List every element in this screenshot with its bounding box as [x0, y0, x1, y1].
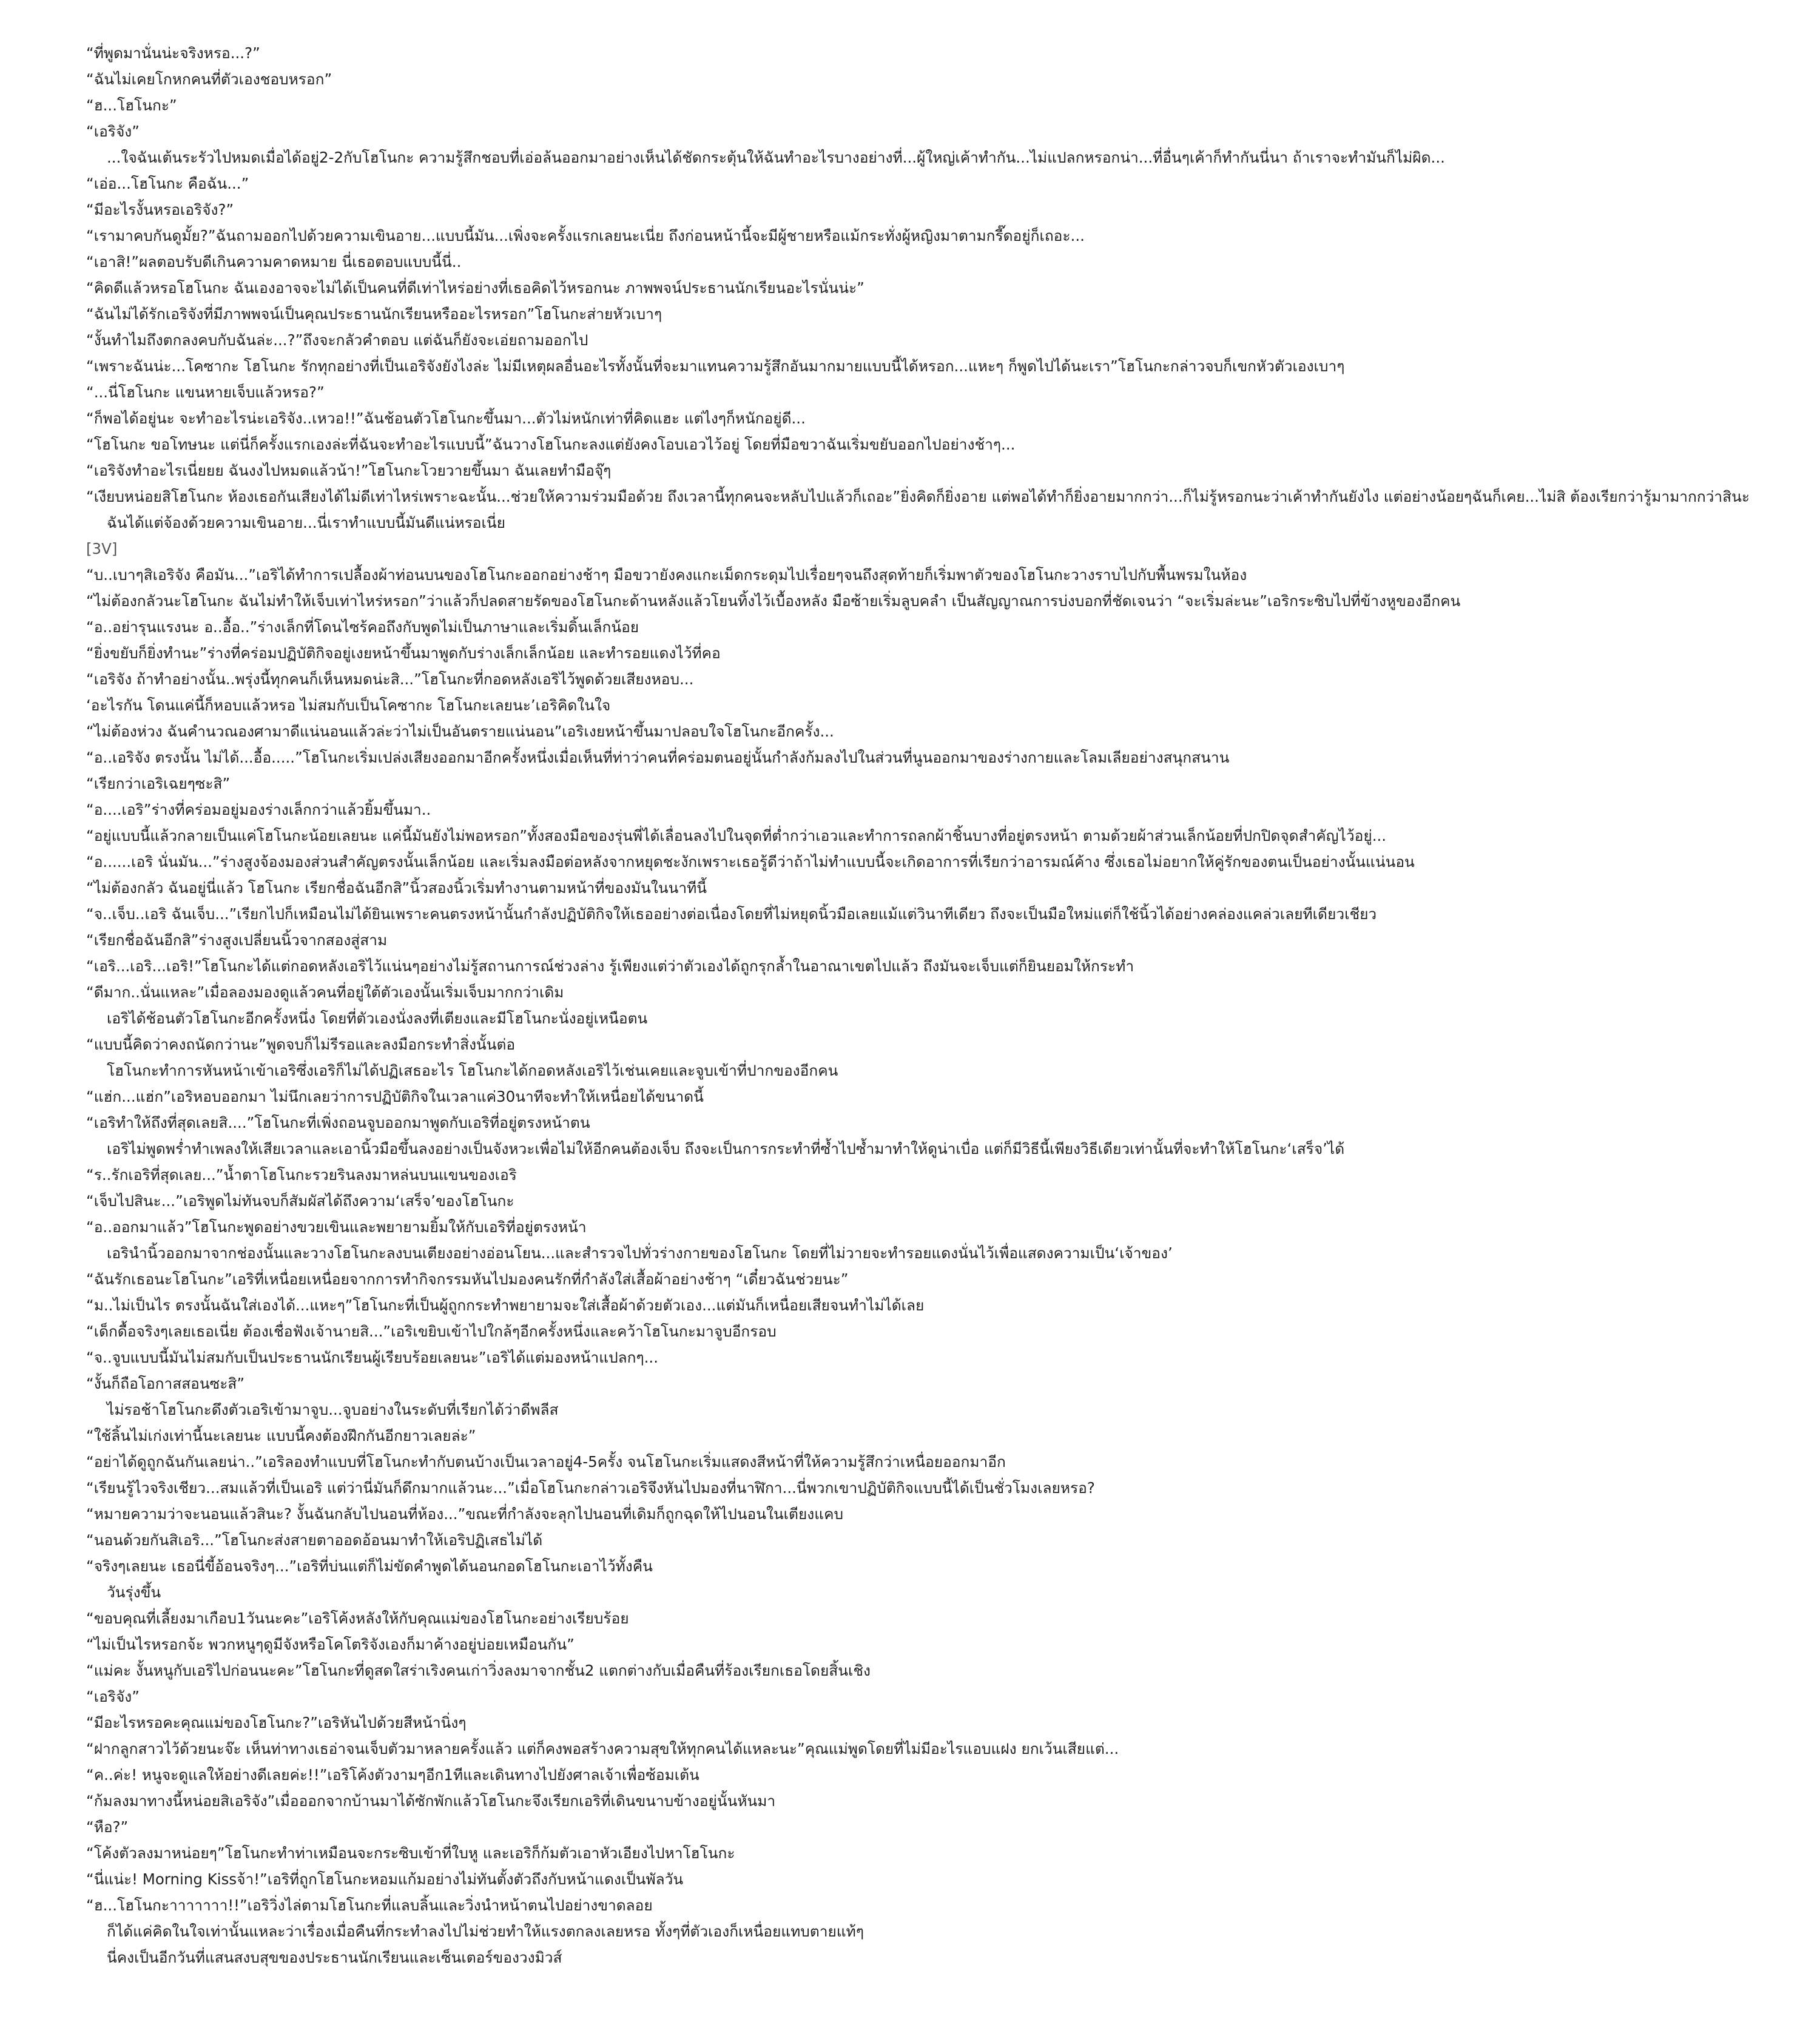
- story-line: “เจ็บไปสินะ...”เอริพูดไม่ทันจบก็สัมผัสได้ถึงความ‘เสร็จ’ของโฮโนกะ: [86, 1192, 514, 1210]
- story-line: “หือ?”: [86, 1818, 129, 1836]
- story-line: “โฮโนกะ ขอโทษนะ แต่นี่ก็ครั้งแรกเองล่ะที่ฉันจะทำอะไรแบบนี้”ฉันวางโฮโนกะลงแต่ยังคงโอบเอวไว้อยู่ โดยที่มือขวาฉันเริ่มขยับออกไปอย่างช้าๆ...: [86, 436, 1016, 453]
- story-line: โฮโนกะทำการหันหน้าเข้าเอริซึ่งเอริก็ไม่ได้ปฏิเสธอะไร โฮโนกะได้กอดหลังเอริไว้เช่นเคยและจูบเข้าที่ปากของอีกคน: [107, 1062, 838, 1079]
- story-line: “ไม่เป็นไรหรอกจ้ะ พวกหนูๆดูมีจังหรือโคโตริจังเองก็มาค้างอยู่บ่อยเหมือนกัน”: [86, 1636, 575, 1653]
- story-line: วันรุ่งขึ้น: [107, 1583, 161, 1601]
- story-line: “อ..เอริจัง ตรงนั้น ไม่ได้...อื้อ.....”โฮโนกะเริ่มเปล่งเสียงออกมาอีกครั้งหนึ่งเมื่อเห็นที่ท่าว่าคนที่คร่อมตนอยู่นั้นกำลังก้มลงไปในส่วนที่นูนออกมาของร่างกายและโลมเลียอย่างสนุกสนาน: [86, 749, 1230, 766]
- story-line: “อ......เอริ นั่นมัน...”ร่างสูงจ้องมองส่วนสำคัญตรงนั้นเล็กน้อย และเริ่มลงมือต่อหลังจากหยุดชะงักเพราะเธอรู้ดีว่าถ้าไม่ทำแบบนี้จะเกิดอาการที่เรียกว่าอารมณ์ค้าง ซึ่งเธอไม่อยากให้คู่รักของตนเป็นอย่างนั้นแน่นอน: [86, 853, 1415, 871]
- story-line: “แฮ่ก...แฮ่ก”เอริหอบออกมา ไม่นึกเลยว่าการปฏิบัติกิจในเวลาแค่30นาทีจะทำให้เหนื่อยได้ขนาดนี้: [86, 1088, 704, 1105]
- story-line: “เรียนรู้ไวจริงเชียว...สมแล้วที่เป็นเอริ แต่ว่านี่มันก็ดึกมากแล้วนะ...”เมื่อโฮโนกะกล่าวเอริจึงหันไปมองที่นาฬิกา...นี่พวกเขาปฏิบัติกิจแบบนี้ได้เป็นชั่วโมงเลยหรอ?: [86, 1479, 1095, 1497]
- story-line: “เด็กดื้อจริงๆเลยเธอเนี่ย ต้องเชื่อฟังเจ้านายสิ...”เอริเขยิบเข้าไปใกล้ๆอีกครั้งหนึ่งและคว้าโฮโนกะมาจูบอีกรอบ: [86, 1323, 777, 1340]
- story-line: “ก้มลงมาทางนี้หน่อยสิเอริจัง”เมื่อออกจากบ้านมาได้ซักพักแล้วโฮโนกะจึงเรียกเอริที่เดินขนาบข้างอยู่นั้นหันมา: [86, 1792, 776, 1810]
- story-line: “ก็พอได้อยู่นะ จะทำอะไรน่ะเอริจัง..เหวอ!!”ฉันช้อนตัวโฮโนกะขึ้นมา...ตัวไม่หนักเท่าที่คิดแฮะ แต่ไงๆก็หนักอยู่ดี...: [86, 410, 806, 427]
- story-line: “บ..เบาๆสิเอริจัง คือมัน...”เอริได้ทำการเปลื้องผ้าท่อนบนของโฮโนกะออกอย่างช้าๆ มือขวายังคงแกะเม็ดกระดุมไปเรื่อยๆจนถึงสุดท้ายก็เริ่มพาตัวของโฮโนกะวางราบไปกับพื้นพรมในห้อง: [86, 566, 1247, 584]
- story-line: “เอริจังทำอะไรเนี่ยยย ฉันงงไปหมดแล้วน้า!”โฮโนกะโวยวายขึ้นมา ฉันเลยทำมือจุ๊ๆ: [86, 462, 612, 479]
- story-line: “ไม่ต้องกลัว ฉันอยู่นี่แล้ว โฮโนกะ เรียกชื่อฉันอีกสิ”นิ้วสองนิ้วเริ่มทำงานตามหน้าที่ของมันในนาทีนี้: [86, 879, 707, 897]
- story-line: “ค..ค่ะ! หนูจะดูแลให้อย่างดีเลยค่ะ!!”เอริโค้งตัวงามๆอีก1ทีและเดินทางไปยังศาลเจ้าเพื่อซ้อมเต้น: [86, 1766, 699, 1784]
- story-line: “ฝากลูกสาวไว้ด้วยนะจ๊ะ เห็นท่าทางเธอ่าจนเจ็บตัวมาหลายครั้งแล้ว แต่ก็คงพอสร้างความสุขให้ทุกคนได้แหละนะ”คุณแม่พูดโดยที่ไม่มีอะไรแอบแฝง ยกเว้นเสียแต่...: [86, 1740, 1119, 1758]
- story-line: “เพราะฉันน่ะ...โคซากะ โฮโนกะ รักทุกอย่างที่เป็นเอริจังยังไงล่ะ ไม่มีเหตุผลอื่นอะไรทั้งนั้นที่จะมาแทนความรู้สึกอันมากมายแบบนี้ได้หรอก...แหะๆ ก็พูดไปได้นะเรา”โฮโนกะกล่าวจบก็เขกหัวตัวเองเบาๆ: [86, 357, 1345, 375]
- story-line: “จ..เจ็บ..เอริ ฉันเจ็บ...”เรียกไปก็เหมือนไม่ได้ยินเพราะคนตรงหน้านั้นกำลังปฏิบัติกิจให้เธออย่างต่อเนื่องโดยที่ไม่หยุดนิ้วมือเลยแม้แต่วินาทีเดียว ถึงจะเป็นมือใหม่แต่ก็ใช้นิ้วได้อย่างคล่องแคล่วเลยทีเดียวเชียว: [86, 905, 1377, 923]
- story-line: “ฮ...โฮโนกะ”: [86, 96, 177, 114]
- story-line: ‘อะไรกัน โดนแค่นี้ก็หอบแล้วหรอ ไม่สมกับเป็นโคซากะ โฮโนกะเลยนะ’เอริคิดในใจ: [86, 696, 611, 714]
- story-line: “แม่คะ งั้นหนูกับเอริไปก่อนนะคะ”โฮโนกะที่ดูสดใสร่าเริงคนเก่าวิ่งลงมาจากชั้น2 แตกต่างกับเมื่อคืนที่ร้องเรียกเธอโดยสิ้นเชิง: [86, 1662, 871, 1679]
- story-line: “อ..อย่ารุนแรงนะ อ..อื้อ..”ร่างเล็กที่โดนไซร้คอถึงกับพูดไม่เป็นภาษาและเริ่มดิ้นเล็กน้อย: [86, 618, 639, 636]
- story-line: “ฉันรักเธอนะโฮโนกะ”เอริที่เหนื่อยเหนื่อยจากการทำกิจกรรมหันไปมองคนรักที่กำลังใส่เสื้อผ้าอย่างช้าๆ “เดี๋ยวฉันช่วยนะ”: [86, 1270, 849, 1288]
- story-line: “อย่าได้ดูถูกฉันกันเลยน่า..”เอริลองทำแบบที่โฮโนกะทำกับตนบ้างเป็นเวลาอยู่4-5ครั้ง จนโฮโนกะเริ่มแสดงสีหน้าที่ให้ความรู้สึกว่าเหนื่อยออกมาอีก: [86, 1453, 1006, 1471]
- story-line: “คิดดีแล้วหรอโฮโนกะ ฉันเองอาจจะไม่ได้เป็นคนที่ดีเท่าไหร่อย่างที่เธอคิดไว้หรอกนะ ภาพพจน์ประธานนักเรียนอะไรนั่นน่ะ”: [86, 279, 864, 297]
- story-line: “ม..ไม่เป็นไร ตรงนั้นฉันใส่เองได้...แหะๆ”โฮโนกะที่เป็นผู้ถูกกระทำพยายามจะใส่เสื้อผ้าด้วยตัวเอง...แต่มันก็เหนื่อยเสียจนทำไม่ได้เลย: [86, 1296, 925, 1314]
- story-line: เอริไม่พูดพร่ำทำเพลงให้เสียเวลาและเอานิ้วมือขึ้นลงอย่างเป็นจังหวะเพื่อไม่ให้อีกคนต้องเจ็บ ถึงจะเป็นการกระทำที่ซ้ำไปซ้ำมาทำให้ดูน่าเบื่อ แต่ก็มีวิธีนี้เพียงวิธีเดียวเท่านั้นที่จะทำให้โฮโนกะ‘เสร็จ’ได้: [107, 1140, 1345, 1158]
- story-line: “เอริ...เอริ...เอริ!”โฮโนกะได้แต่กอดหลังเอริไว้แน่นๆอย่างไม่รู้สถานการณ์ช่วงล่าง รู้เพียงแต่ว่าตัวเองได้ถูกรุกล้ำในอาณาเขตไปแล้ว ถึงมันจะเจ็บแต่ก็ยินยอมให้กระทำ: [86, 957, 1134, 975]
- story-line: “งั้นก็ถือโอกาสสอนซะสิ”: [86, 1375, 245, 1392]
- story-line: ก็ได้แค่คิดในใจเท่านั้นแหละว่าเรื่องเมื่อคืนที่กระทำลงไปไม่ช่วยทำให้แรงตกลงเลยหรอ ทั้งๆที่ตัวเองก็เหนื่อยแทบตายแท้ๆ: [107, 1923, 864, 1940]
- story-line: “เอริทำให้ถึงที่สุดเลยสิ....”โฮโนกะที่เพิ่งถอนจูบออกมาพูดกับเอริที่อยู่ตรงหน้าตน: [86, 1114, 590, 1131]
- story-line: “แบบนี้คิดว่าคงถนัดกว่านะ”พูดจบก็ไม่รีรอและลงมือกระทำสิ่งนั้นต่อ: [86, 1036, 516, 1053]
- story-line: “เอ่อ...โฮโนกะ คือฉัน...”: [86, 175, 249, 192]
- story-line: “ยิ่งขยับก็ยิ่งทำนะ”ร่างที่คร่อมปฏิบัติกิจอยู่เงยหน้าขึ้นมาพูดกับร่างเล็กเล็กน้อย และทำรอยแดงไว้ที่คอ: [86, 644, 721, 662]
- story-line: “ร..รักเอริที่สุดเลย...”น้ำตาโฮโนกะรวยรินลงมาหล่นบนแขนของเอริ: [86, 1166, 517, 1184]
- story-line: “ขอบคุณที่เลี้ยงมาเกือบ1วันนะคะ”เอริโค้งหลังให้กับคุณแม่ของโฮโนกะอย่างเรียบร้อย: [86, 1609, 629, 1627]
- story-line: เอรินำนิ้วออกมาจากช่องนั้นและวางโฮโนกะลงบนเตียงอย่างอ่อนโยน...และสำรวจไปทั่วร่างกายของโฮโนกะ โดยที่ไม่วายจะทำรอยแดงนั่นไว้เพื่อแสดงความเป็น‘เจ้าของ’: [107, 1244, 1173, 1262]
- story-line: “อ....เอริ”ร่างที่คร่อมอยู่มองร่างเล็กกว่าแล้วยิ้มขึ้นมา..: [86, 801, 431, 818]
- story-line: “ฉันไม่ได้รักเอริจังที่มีภาพพจน์เป็นคุณประธานนักเรียนหรืออะไรหรอก”โฮโนกะส่ายหัวเบาๆ: [86, 305, 662, 323]
- story-line: “มีอะไรงั้นหรอเอริจัง?”: [86, 201, 234, 218]
- story-line: “ไม่ต้องห่วง ฉันคำนวณองศามาดีแน่นอนแล้วล่ะว่าไม่เป็นอันตรายแน่นอน”เอริเงยหน้าขึ้นมาปลอบใจโฮโนกะอีกครั้ง...: [86, 723, 834, 740]
- story-line: “เอริจัง”: [86, 1688, 140, 1705]
- story-line: “นี่แน่ะ! Morning Kissจ้า!”เอริที่ถูกโฮโนกะหอมแก้มอย่างไม่ทันตั้งตัวถึงกับหน้าแดงเป็นพัลวัน: [86, 1870, 684, 1888]
- story-line: “งั้นทำไมถึงตกลงคบกับฉันล่ะ...?”ถึงจะกลัวคำตอบ แต่ฉันก็ยังจะเอ่ยถามออกไป: [86, 331, 588, 349]
- story-document: [86, 40, 1785, 1970]
- story-line: นี่คงเป็นอีกวันที่แสนสงบสุขของประธานนักเรียนและเซ็นเตอร์ของวงมิวส์: [107, 1949, 562, 1966]
- story-line: “เรียกชื่อฉันอีกสิ”ร่างสูงเปลี่ยนนิ้วจากสองสู่สาม: [86, 931, 388, 949]
- story-line: “เรามาคบกันดูมั้ย?”ฉันถามออกไปด้วยความเขินอาย...แบบนี้มัน...เพิ่งจะครั้งแรกเลยนะเนี่ย ถึงก่อนหน้านี้จะมีผู้ชายหรือแม้กระทั่งผู้หญิงมาตามกรี๊ดอยู่ก็เถอะ...: [86, 227, 1085, 244]
- story-line: “เงียบหน่อยสิโฮโนกะ ห้องเธอกันเสียงได้ไม่ดีเท่าไหร่เพราะฉะนั้น...ช่วยให้ความร่วมมือด้วย ถึงเวลานี้ทุกคนจะหลับไปแล้วก็เถอะ”ยิ่งคิดก็ยิ่งอาย แต่พอได้ทำก็ยิ่งอายมากกว่า...ก็ไม่รู้หรอกนะว่าเค้าทำกันยังไง แต่อย่างน้อยๆฉันก็เคย...ไม่สิ ต้องเรียกว่ารู้มามากกว่าสินะ: [86, 488, 1750, 505]
- story-line: “โค้งตัวลงมาหน่อยๆ”โฮโนกะทำท่าเหมือนจะกระซิบเข้าที่ใบหู และเอริก็ก้มตัวเอาหัวเอียงไปหาโฮโนกะ: [86, 1844, 735, 1862]
- story-line: ...ใจฉันเต้นระรัวไปหมดเมื่อได้อยู่2-2กับโฮโนกะ ความรู้สึกชอบที่เอ่อล้นออกมาอย่างเห็นได้ชัดกระตุ้นให้ฉันทำอะไรบางอย่างที่...ผู้ใหญ่เค้าทำกัน...ไม่แปลกหรอกน่า...ที่อื่นๆเค้าก็ทำกันนี่นา ถ้าเราจะทำมันก็ไม่ผิด...: [107, 149, 1445, 166]
- story-line: “ดีมาก..นั่นแหละ”เมื่อลองมองดูแล้วคนที่อยู่ใต้ตัวเองนั้นเริ่มเจ็บมากกว่าเดิม: [86, 983, 564, 1001]
- story-line: “อ..ออกมาแล้ว”โฮโนกะพูดอย่างขวยเขินและพยายามยิ้มให้กับเอริที่อยู่ตรงหน้า: [86, 1218, 587, 1236]
- story-line: “เอริจัง”: [86, 123, 140, 140]
- story-line: “จริงๆเลยนะ เธอนี่ขี้อ้อนจริงๆ...”เอริที่บ่นแต่ก็ไม่ขัดคำพูดได้นอนกอดโฮโนกะเอาไว้ทั้งคืน: [86, 1557, 653, 1575]
- story-line: “ที่พูดมานั่นน่ะจริงหรอ...?”: [86, 44, 260, 62]
- story-line: ไม่รอช้าโฮโนกะดึงตัวเอริเข้ามาจูบ...จูบอย่างในระดับที่เรียกได้ว่าดีพลีส: [107, 1401, 559, 1418]
- story-line: เอริได้ช้อนตัวโฮโนกะอีกครั้งหนึ่ง โดยที่ตัวเองนั่งลงที่เตียงและมีโฮโนกะนั่งอยู่เหนือตน: [107, 1010, 648, 1027]
- story-line: “หมายความว่าจะนอนแล้วสินะ? งั้นฉันกลับไปนอนที่ห้อง...”ขณะที่กำลังจะลุกไปนอนที่เดิมก็ถูกฉุดให้ไปนอนในเตียงแคบ: [86, 1505, 844, 1523]
- story-line: ฉันได้แต่จ้องด้วยความเขินอาย...นี่เราทำแบบนี้มันดีแน่หรอเนี่ย: [107, 514, 505, 531]
- story-line: “ฉันไม่เคยโกหกคนที่ตัวเองชอบหรอก”: [86, 70, 332, 88]
- story-line: “มีอะไรหรอคะคุณแม่ของโฮโนกะ?”เอริหันไปด้วยสีหน้านิ่งๆ: [86, 1714, 467, 1731]
- story-line: “เรียกว่าเอริเฉยๆซะสิ”: [86, 775, 231, 792]
- section-marker: [3V]: [86, 540, 118, 558]
- story-line: “...นี่โฮโนกะ แขนหายเจ็บแล้วหรอ?”: [86, 383, 325, 401]
- story-line: “นอนด้วยกันสิเอริ...”โฮโนกะส่งสายตาออดอ้อนมาทำให้เอริปฏิเสธไม่ได้: [86, 1531, 543, 1549]
- story-line: “อยู่แบบนี้แล้วกลายเป็นแค่โฮโนกะน้อยเลยนะ แค่นี้มันยังไม่พอหรอก”ทั้งสองมือของรุ่นพี่ได้เลื่อนลงไปในจุดที่ต่ำกว่าเอวและทำการถลกผ้าชิ้นบางที่อยู่ตรงหน้า ตามด้วยผ้าส่วนเล็กน้อยที่ปกปิดจุดสำคัญไว้อยู่...: [86, 827, 1387, 844]
- story-line: “จ..จูบแบบนี้มันไม่สมกับเป็นประธานนักเรียนผู้เรียบร้อยเลยนะ”เอริได้แต่มองหน้าแปลกๆ...: [86, 1349, 658, 1366]
- story-line: “เอาสิ!”ผลตอบรับดีเกินความคาดหมาย นี่เธอตอบแบบนี้นี่..: [86, 253, 462, 271]
- story-line: “ฮ...โฮโนกะาาาาาาา!!”เอริวิ่งไล่ตามโฮโนกะที่แลบลิ้นและวิ่งนำหน้าตนไปอย่างขาดลอย: [86, 1896, 653, 1914]
- story-line: “ไม่ต้องกลัวนะโฮโนกะ ฉันไม่ทำให้เจ็บเท่าไหร่หรอก”ว่าแล้วก็ปลดสายรัดของโฮโนกะด้านหลังแล้วโยนทิ้งไว้เบื้องหลัง มือซ้ายเริ่มลูบคลำ เป็นสัญญาณการบ่งบอกที่ชัดเจนว่า “จะเริ่มล่ะนะ”เอริกระซิบไปที่ข้างหูของอีกคน: [86, 592, 1461, 610]
- story-line: “ใช้ลิ้นไม่เก่งเท่านี้นะเลยนะ แบบนี้คงต้องฝึกกันอีกยาวเลยล่ะ”: [86, 1427, 476, 1444]
- story-line: “เอริจัง ถ้าทำอย่างนั้น..พรุ่งนี้ทุกคนก็เห็นหมดน่ะสิ...”โฮโนกะที่กอดหลังเอริไว้พูดด้วยเสียงหอบ...: [86, 670, 694, 688]
